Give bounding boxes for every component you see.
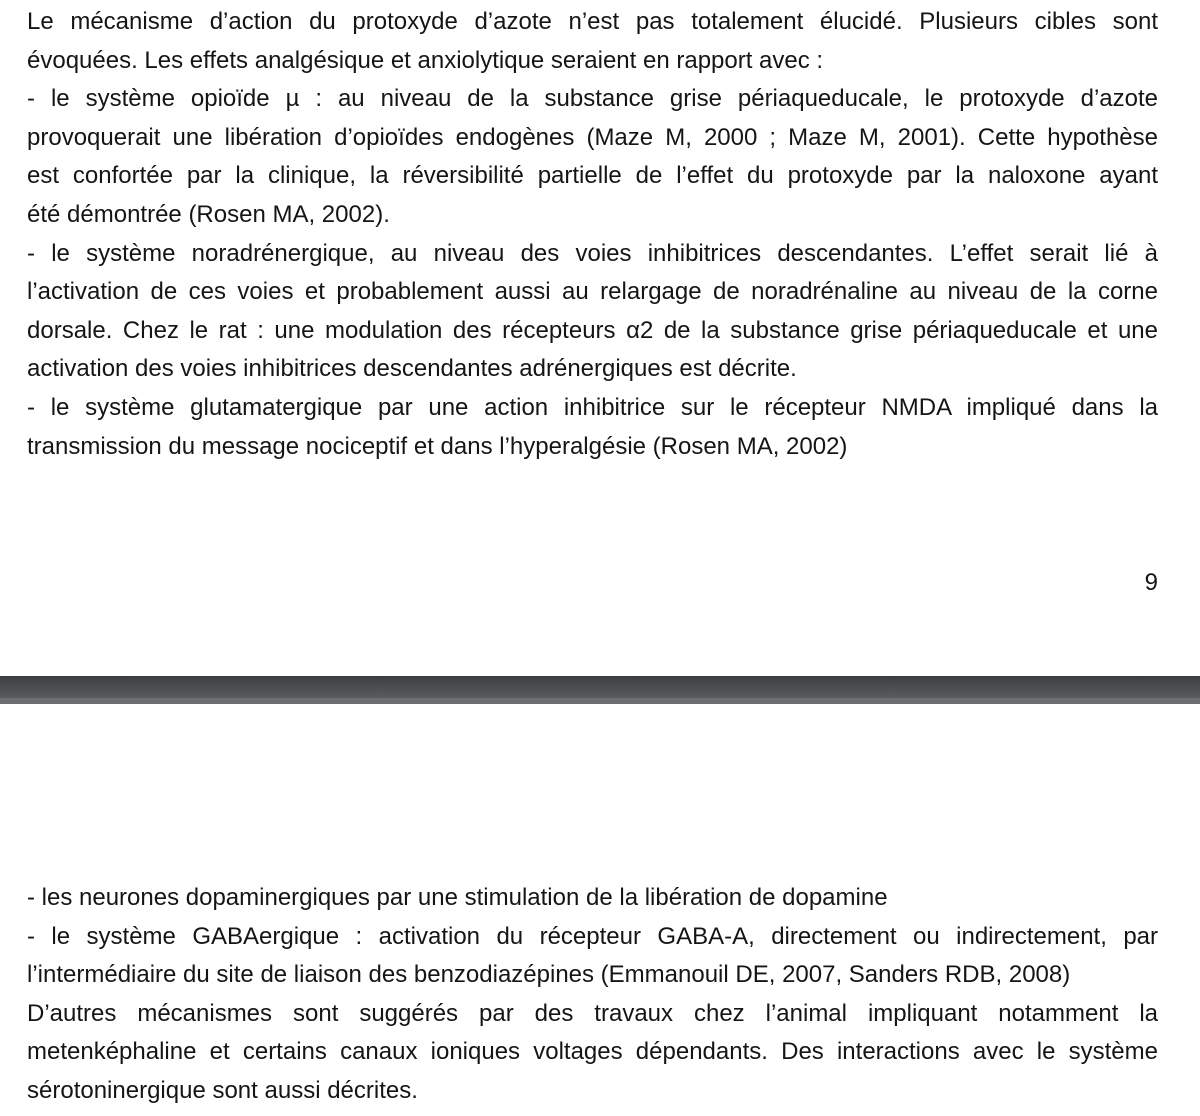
text-line: été démontrée (Rosen MA, 2002). — [27, 200, 390, 228]
text-line: - le système noradrénergique, au niveau des voies inhibitrices descendantes. L’effet serait lié à — [27, 239, 1158, 267]
text-line: sérotoninergique sont aussi décrites. — [27, 1076, 418, 1104]
text-line: l’intermédiaire du site de liaison des benzodiazépines (Emmanouil DE, 2007, Sanders RDB, 2008) — [27, 961, 1071, 989]
text-line: - le système glutamatergique par une action inhibitrice sur le récepteur NMDA impliqué dans la — [27, 393, 1158, 421]
text-line: - le système GABAergique : activation du récepteur GABA-A, directement ou indirectement, par — [27, 922, 1158, 950]
text-line: - les neurones dopaminergiques par une stimulation de la libération de dopamine — [27, 884, 888, 911]
text-line: D’autres mécanismes sont suggérés par des travaux chez l’animal impliquant notamment la — [27, 999, 1158, 1027]
document-page-bottom — [0, 704, 1200, 1116]
page-top-text — [27, 3, 1158, 466]
text-line: est confortée par la clinique, la réversibilité partielle de l’effet du protoxyde par la naloxone ayant — [27, 162, 1158, 190]
text-line: transmission du message nociceptif et dans l’hyperalgésie (Rosen MA, 2002) — [27, 432, 848, 460]
page-bottom-text — [27, 879, 1158, 1111]
text-line: Le mécanisme d’action du protoxyde d’azote n’est pas totalement élucidé. Plusieurs cibles sont — [27, 8, 1158, 35]
text-line: activation des voies inhibitrices descendantes adrénergiques est décrite. — [27, 355, 797, 383]
text-line: l’activation de ces voies et probablement aussi au relargage de noradrénaline au niveau de la corne — [27, 278, 1158, 306]
text-line: metenképhaline et certains canaux ioniques voltages dépendants. Des interactions avec le système — [27, 1038, 1158, 1066]
text-line: - le système opioïde µ : au niveau de la substance grise périaqueducale, le protoxyde d’azote — [27, 85, 1158, 113]
page-number: 9 — [1144, 569, 1158, 596]
text-line: provoquerait une libération d’opioïdes endogènes (Maze M, 2000 ; Maze M, 2001). Cette hypothèse — [27, 123, 1158, 151]
text-line: évoquées. Les effets analgésique et anxiolytique seraient en rapport avec : — [27, 46, 824, 74]
page-separator — [0, 676, 1200, 704]
text-line: dorsale. Chez le rat : une modulation des récepteurs α2 de la substance grise périaqueducale et une — [27, 316, 1158, 344]
